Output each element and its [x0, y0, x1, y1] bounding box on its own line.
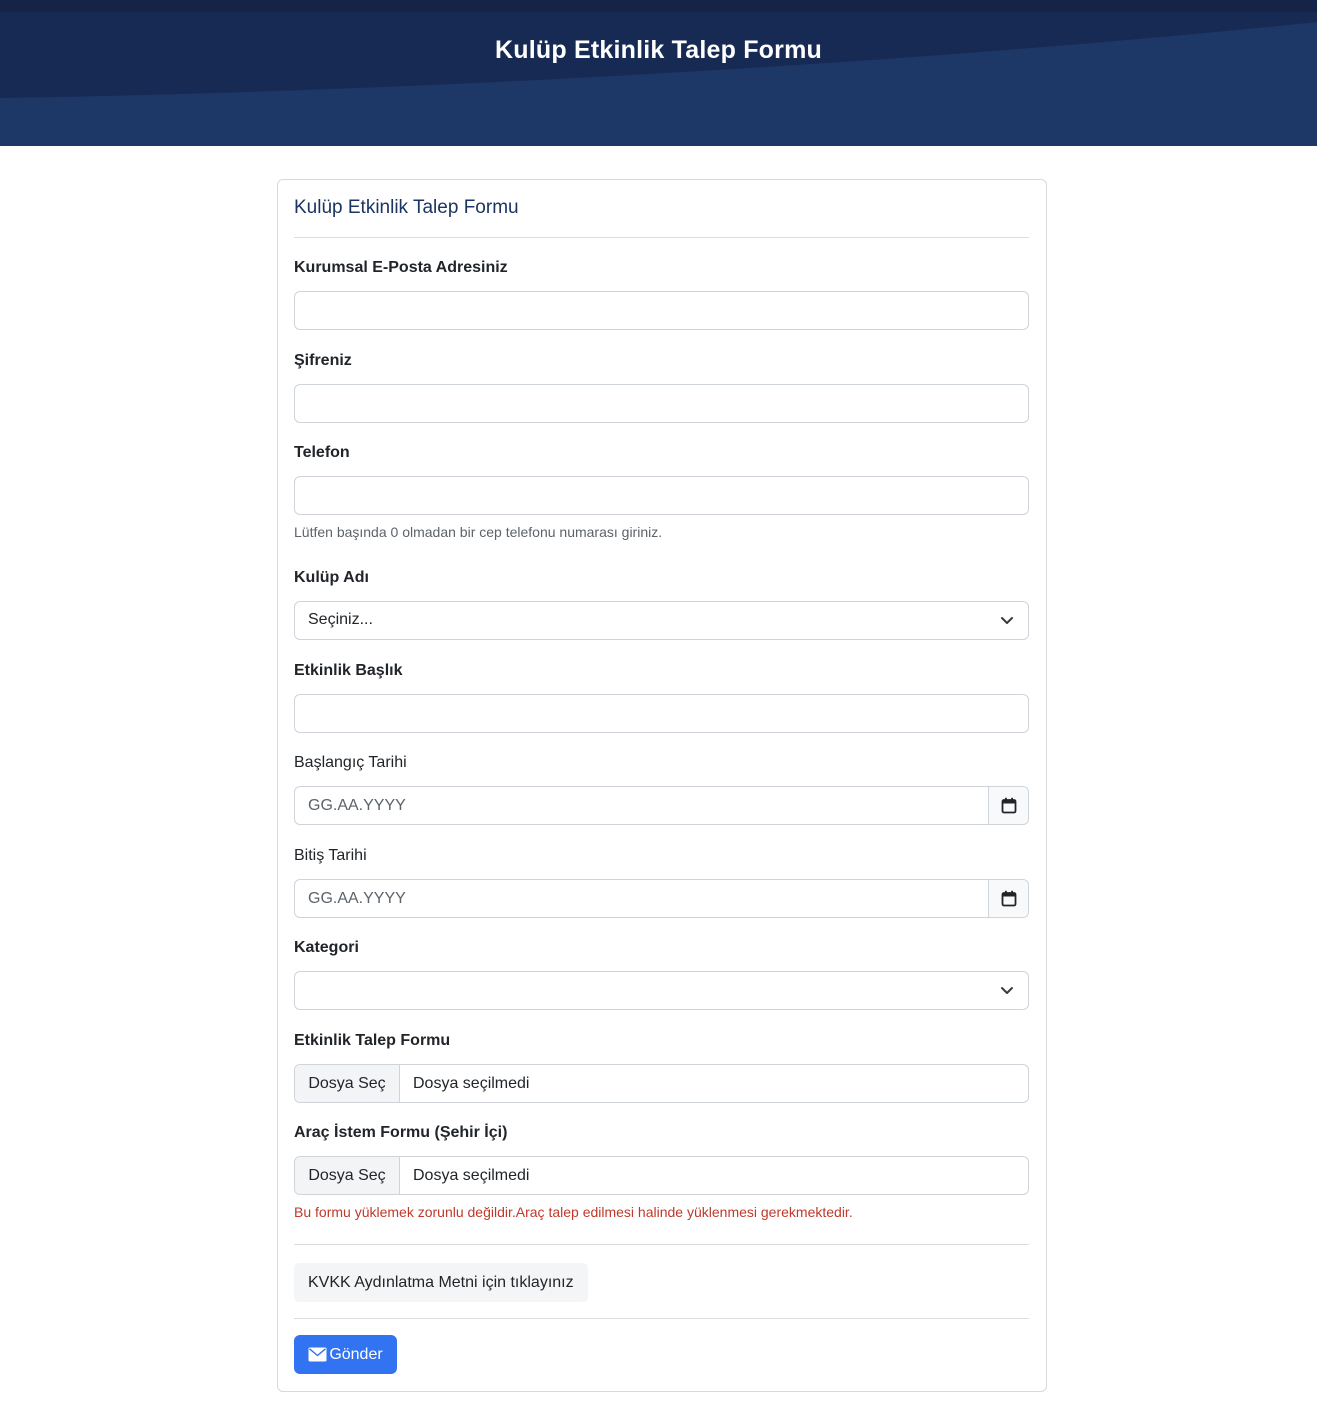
card-divider: [294, 237, 1029, 238]
phone-help-text: Lütfen başında 0 olmadan bir cep telefonu numarası giriniz.: [294, 524, 663, 540]
event-title-label: Etkinlik Başlık: [294, 662, 403, 679]
end-date-group: [294, 879, 1029, 918]
section-divider: [294, 1244, 1029, 1245]
start-date-group: [294, 786, 1029, 825]
phone-input[interactable]: [294, 476, 1029, 515]
vehicle-form-choose-file-button[interactable]: Dosya Seç: [295, 1157, 400, 1194]
calendar-icon: [1001, 890, 1017, 907]
card-title: Kulüp Etkinlik Talep Formu: [294, 197, 519, 218]
start-date-label: Başlangıç Tarihi: [294, 754, 407, 771]
category-label: Kategori: [294, 939, 359, 956]
event-form-choose-file-button[interactable]: Dosya Seç: [295, 1065, 400, 1102]
section-divider: [294, 1318, 1029, 1319]
vehicle-form-label: Araç İstem Formu (Şehir İçi): [294, 1124, 508, 1141]
kvkk-button[interactable]: KVKK Aydınlatma Metni için tıklayınız: [294, 1263, 588, 1302]
end-date-label: Bitiş Tarihi: [294, 847, 367, 864]
email-label: Kurumsal E-Posta Adresiniz: [294, 259, 508, 276]
page-header: [0, 0, 1317, 146]
club-label: Kulüp Adı: [294, 569, 369, 586]
event-form-file-name: Dosya seçilmedi: [413, 1075, 530, 1092]
chevron-down-icon: [1000, 615, 1014, 627]
email-input[interactable]: [294, 291, 1029, 330]
submit-button[interactable]: [294, 1335, 397, 1374]
event-title-input[interactable]: [294, 694, 1029, 733]
end-date-calendar-button[interactable]: [988, 880, 1028, 917]
header-title: Kulüp Etkinlik Talep Formu: [495, 36, 822, 64]
vehicle-form-file-input[interactable]: [294, 1156, 1029, 1195]
club-select-value: Seçiniz...: [308, 611, 373, 628]
envelope-icon: [308, 1347, 327, 1362]
club-select[interactable]: [294, 601, 1029, 640]
start-date-calendar-button[interactable]: [988, 787, 1028, 824]
submit-button-label: Gönder: [329, 1345, 383, 1363]
vehicle-form-help-text: Bu formu yüklemek zorunlu değildir.Araç talep edilmesi halinde yüklenmesi gerekmektedir.: [294, 1204, 853, 1220]
event-form-label: Etkinlik Talep Formu: [294, 1032, 451, 1049]
vehicle-form-file-name: Dosya seçilmedi: [413, 1167, 530, 1184]
event-form-file-input[interactable]: [294, 1064, 1029, 1103]
form-card: [277, 179, 1047, 1392]
end-date-input[interactable]: [295, 880, 989, 917]
header-wave-decoration: [0, 0, 1317, 146]
phone-label: Telefon: [294, 444, 350, 461]
chevron-down-icon: [1000, 985, 1014, 997]
password-label: Şifreniz: [294, 352, 352, 369]
calendar-icon: [1001, 797, 1017, 814]
category-select[interactable]: [294, 971, 1029, 1010]
start-date-input[interactable]: [295, 787, 989, 824]
password-input[interactable]: [294, 384, 1029, 423]
